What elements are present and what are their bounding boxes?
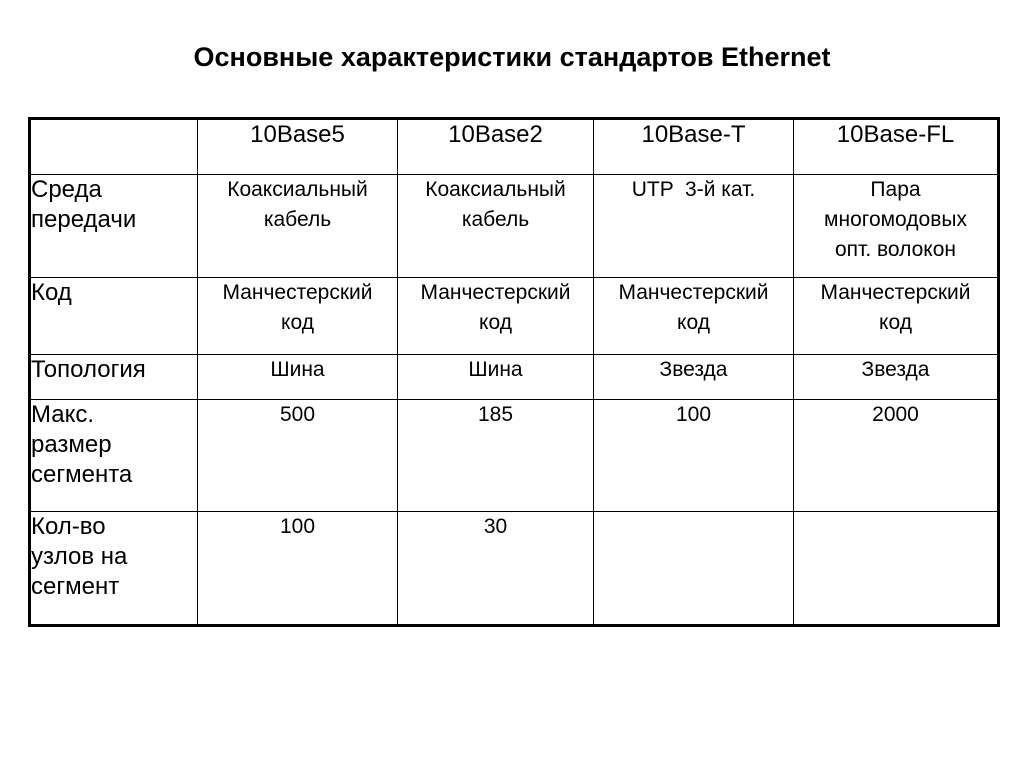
table-row-nodes-per-segment: [30, 512, 999, 626]
table-cell: [594, 400, 794, 512]
cell-line: 500: [279, 403, 316, 426]
cell-line: Пара: [870, 178, 921, 201]
cell-line: кабель: [263, 208, 332, 231]
cell-line: кабель: [461, 208, 530, 231]
cell-line: код: [281, 311, 314, 334]
table-cell: [794, 278, 999, 355]
row-label-line: размер: [31, 431, 112, 458]
cell-line: 185: [477, 403, 514, 426]
row-label-line: узлов на: [31, 543, 128, 570]
column-header-10base-t: 10Base-T: [594, 119, 794, 175]
cell-line: Манчестерский: [618, 281, 769, 304]
cell-line: код: [879, 311, 912, 334]
table-cell: [398, 512, 594, 626]
cell-line: опт. волокон: [834, 238, 957, 261]
cell-line: Шина: [468, 358, 523, 381]
cell-line: Коаксиальный: [425, 178, 566, 201]
table-cell: [198, 355, 398, 400]
column-header-10base2: 10Base2: [398, 119, 594, 175]
cell-line: Шина: [270, 358, 325, 381]
table-cell: [594, 355, 794, 400]
corner-cell: [30, 119, 198, 175]
cell-line: Манчестерский: [420, 281, 571, 304]
table-row-topology: [30, 355, 999, 400]
table-cell: [594, 175, 794, 278]
cell-line: 30: [483, 515, 508, 538]
cell-line: 2000: [872, 403, 919, 426]
cell-line: UTP 3-й кат.: [631, 178, 756, 201]
cell-line: Манчестерский: [222, 281, 373, 304]
row-label-code: [30, 278, 198, 355]
row-label-line: Топология: [31, 356, 146, 383]
table-cell: [794, 175, 999, 278]
cell-line: Звезда: [861, 358, 930, 381]
row-label-medium: [30, 175, 198, 278]
cell-line: 100: [675, 403, 712, 426]
header-row: [30, 119, 999, 175]
row-label-max-segment-size: [30, 400, 198, 512]
table-row-code: [30, 278, 999, 355]
row-label-line: Кол-во: [31, 513, 106, 540]
row-label-nodes-per-segment: [30, 512, 198, 626]
ethernet-standards-table: [28, 117, 1000, 627]
table-cell: [794, 512, 999, 626]
table-cell: [594, 278, 794, 355]
cell-line: 100: [279, 515, 316, 538]
table-cell: [398, 355, 594, 400]
column-header-10base5: 10Base5: [198, 119, 398, 175]
page-title: Основные характеристики стандартов Ethernet: [193, 42, 831, 72]
cell-line: Звезда: [659, 358, 728, 381]
row-label-line: Среда: [31, 176, 102, 203]
row-label-line: Код: [31, 279, 72, 306]
table-cell: [794, 400, 999, 512]
row-label-line: Макс.: [31, 401, 95, 428]
row-label-topology: [30, 355, 198, 400]
table-cell: [398, 175, 594, 278]
table-cell: [594, 512, 794, 626]
table-cell: [198, 278, 398, 355]
table-cell: [794, 355, 999, 400]
table-row-medium: [30, 175, 999, 278]
table-row-max-segment-size: [30, 400, 999, 512]
cell-line: Манчестерский: [820, 281, 971, 304]
cell-line: код: [677, 311, 710, 334]
table-cell: [398, 400, 594, 512]
row-label-line: передачи: [31, 206, 137, 233]
table-cell: [198, 512, 398, 626]
table-cell: [198, 400, 398, 512]
table-cell: [198, 175, 398, 278]
row-label-line: сегмента: [31, 461, 133, 488]
column-header-10base-fl: 10Base-FL: [794, 119, 999, 175]
table-cell: [398, 278, 594, 355]
row-label-line: сегмент: [31, 573, 120, 600]
cell-line: многомодовых: [824, 208, 967, 231]
cell-line: Коаксиальный: [227, 178, 368, 201]
cell-line: код: [479, 311, 512, 334]
